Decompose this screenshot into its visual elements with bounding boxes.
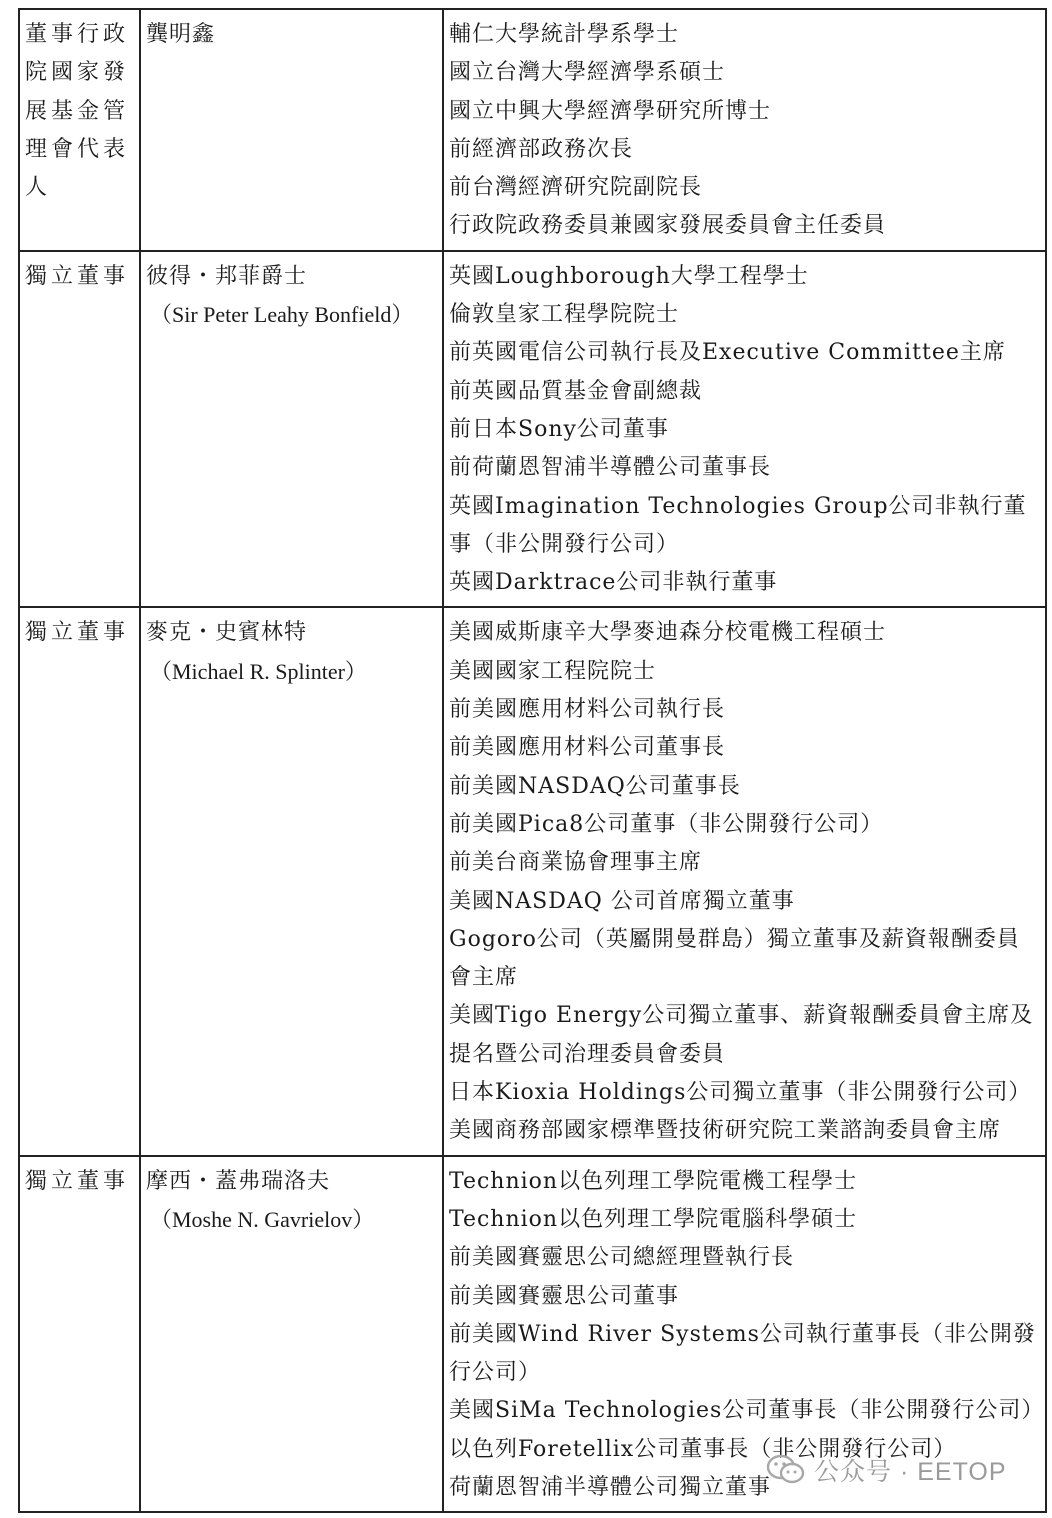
watermark [766,1452,1007,1488]
directors-table-body [19,9,1046,1512]
director-name-zh: 摩西・蓋弗瑞洛夫 [146,1168,331,1194]
directors-table [18,8,1047,1513]
credential-item: 荷蘭恩智浦半導體公司獨立董事 [449,1474,772,1500]
credential-item: 前荷蘭恩智浦半導體公司董事長 [449,455,772,481]
role-cell [19,9,140,251]
director-row [19,607,1046,1155]
credential-item: 行政院政務委員兼國家發展委員會主任委員 [449,213,887,239]
credential-item: 前美國應用材料公司執行長 [449,697,726,723]
name-cell [140,9,443,251]
credential-item: 倫敦皇家工程學院院士 [449,302,680,328]
director-row [19,9,1046,251]
watermark-text: 公众号 · EETOP [814,1458,1007,1486]
credential-item: 前英國電信公司執行長及Executive Committee主席 [449,340,1006,366]
credential-item: 英國Imagination Technologies Group公司非執行董事（非公開發行公司） [449,493,1027,557]
credential-item: 前美台商業協會理事主席 [449,850,703,876]
credential-item: Gogoro公司（英屬開曼群島）獨立董事及薪資報酬委員會主席 [449,926,1020,991]
director-role: 董事行政院國家發展基金管理會代表人 [25,22,130,201]
credential-item: 美國NASDAQ 公司首席獨立董事 [449,888,795,914]
credential-item: 國立台灣大學經濟學系碩士 [449,60,726,86]
name-cell [140,607,443,1155]
director-role: 獨立董事 [25,263,130,289]
name-cell [140,1156,443,1513]
credential-item: 美國Tigo Energy公司獨立董事、薪資報酬委員會主席及提名暨公司治理委員會委員 [449,1003,1034,1067]
credentials-cell [443,607,1046,1155]
credential-item: 前美國Pica8公司董事（非公開發行公司） [449,811,884,837]
credential-item: Technion以色列理工學院電腦科學碩士 [449,1206,858,1232]
name-cell [140,251,443,608]
credentials-cell [443,251,1046,608]
director-name-en: （Michael R. Splinter） [150,658,367,684]
credential-item: 美國商務部國家標準暨技術研究院工業諮詢委員會主席 [449,1118,1002,1144]
director-name-en: （Moshe N. Gavrielov） [150,1206,375,1232]
credential-item: 前美國賽靈思公司董事 [449,1283,680,1309]
role-cell [19,1156,140,1513]
credential-item: 前經濟部政務次長 [449,136,634,162]
credential-item: 英國Loughborough大學工程學士 [449,263,809,289]
directors-sheet [18,8,1045,1513]
director-role: 獨立董事 [25,1168,130,1194]
credential-item: 美國國家工程院院士 [449,658,657,684]
wechat-icon [766,1454,806,1486]
credential-item: 美國威斯康辛大學麥迪森分校電機工程碩士 [449,620,887,646]
credential-item: 輔仁大學統計學系學士 [449,22,680,47]
credential-item: 前美國應用材料公司董事長 [449,735,726,761]
director-name-zh: 麥克・史賓林特 [146,620,308,646]
credential-item: 前台灣經濟研究院副院長 [449,175,703,201]
credential-item: 國立中興大學經濟學研究所博士 [449,98,772,124]
director-row [19,251,1046,608]
director-name-zh: 龔明鑫 [146,22,216,47]
role-cell [19,251,140,608]
credential-item: 日本Kioxia Holdings公司獨立董事（非公開發行公司） [449,1080,1032,1106]
credential-item: 前美國賽靈思公司總經理暨執行長 [449,1245,795,1271]
credential-item: 前日本Sony公司董事 [449,416,669,442]
credentials-cell [443,9,1046,251]
director-role: 獨立董事 [25,620,130,646]
director-name-zh: 彼得・邦菲爵士 [146,263,308,289]
director-name-en: （Sir Peter Leahy Bonfield） [150,302,414,328]
credential-item: 以色列Foretellix公司董事長（非公開發行公司） [449,1436,957,1462]
credential-item: 前美國Wind River Systems公司執行董事長（非公開發行公司） [449,1321,1036,1386]
credential-item: Technion以色列理工學院電機工程學士 [449,1168,858,1194]
role-cell [19,607,140,1155]
credential-item: 前美國NASDAQ公司董事長 [449,773,741,799]
credential-item: 前英國品質基金會副總裁 [449,378,703,404]
credential-item: 美國SiMa Technologies公司董事長（非公開發行公司） [449,1398,1045,1424]
credential-item: 英國Darktrace公司非執行董事 [449,570,778,596]
